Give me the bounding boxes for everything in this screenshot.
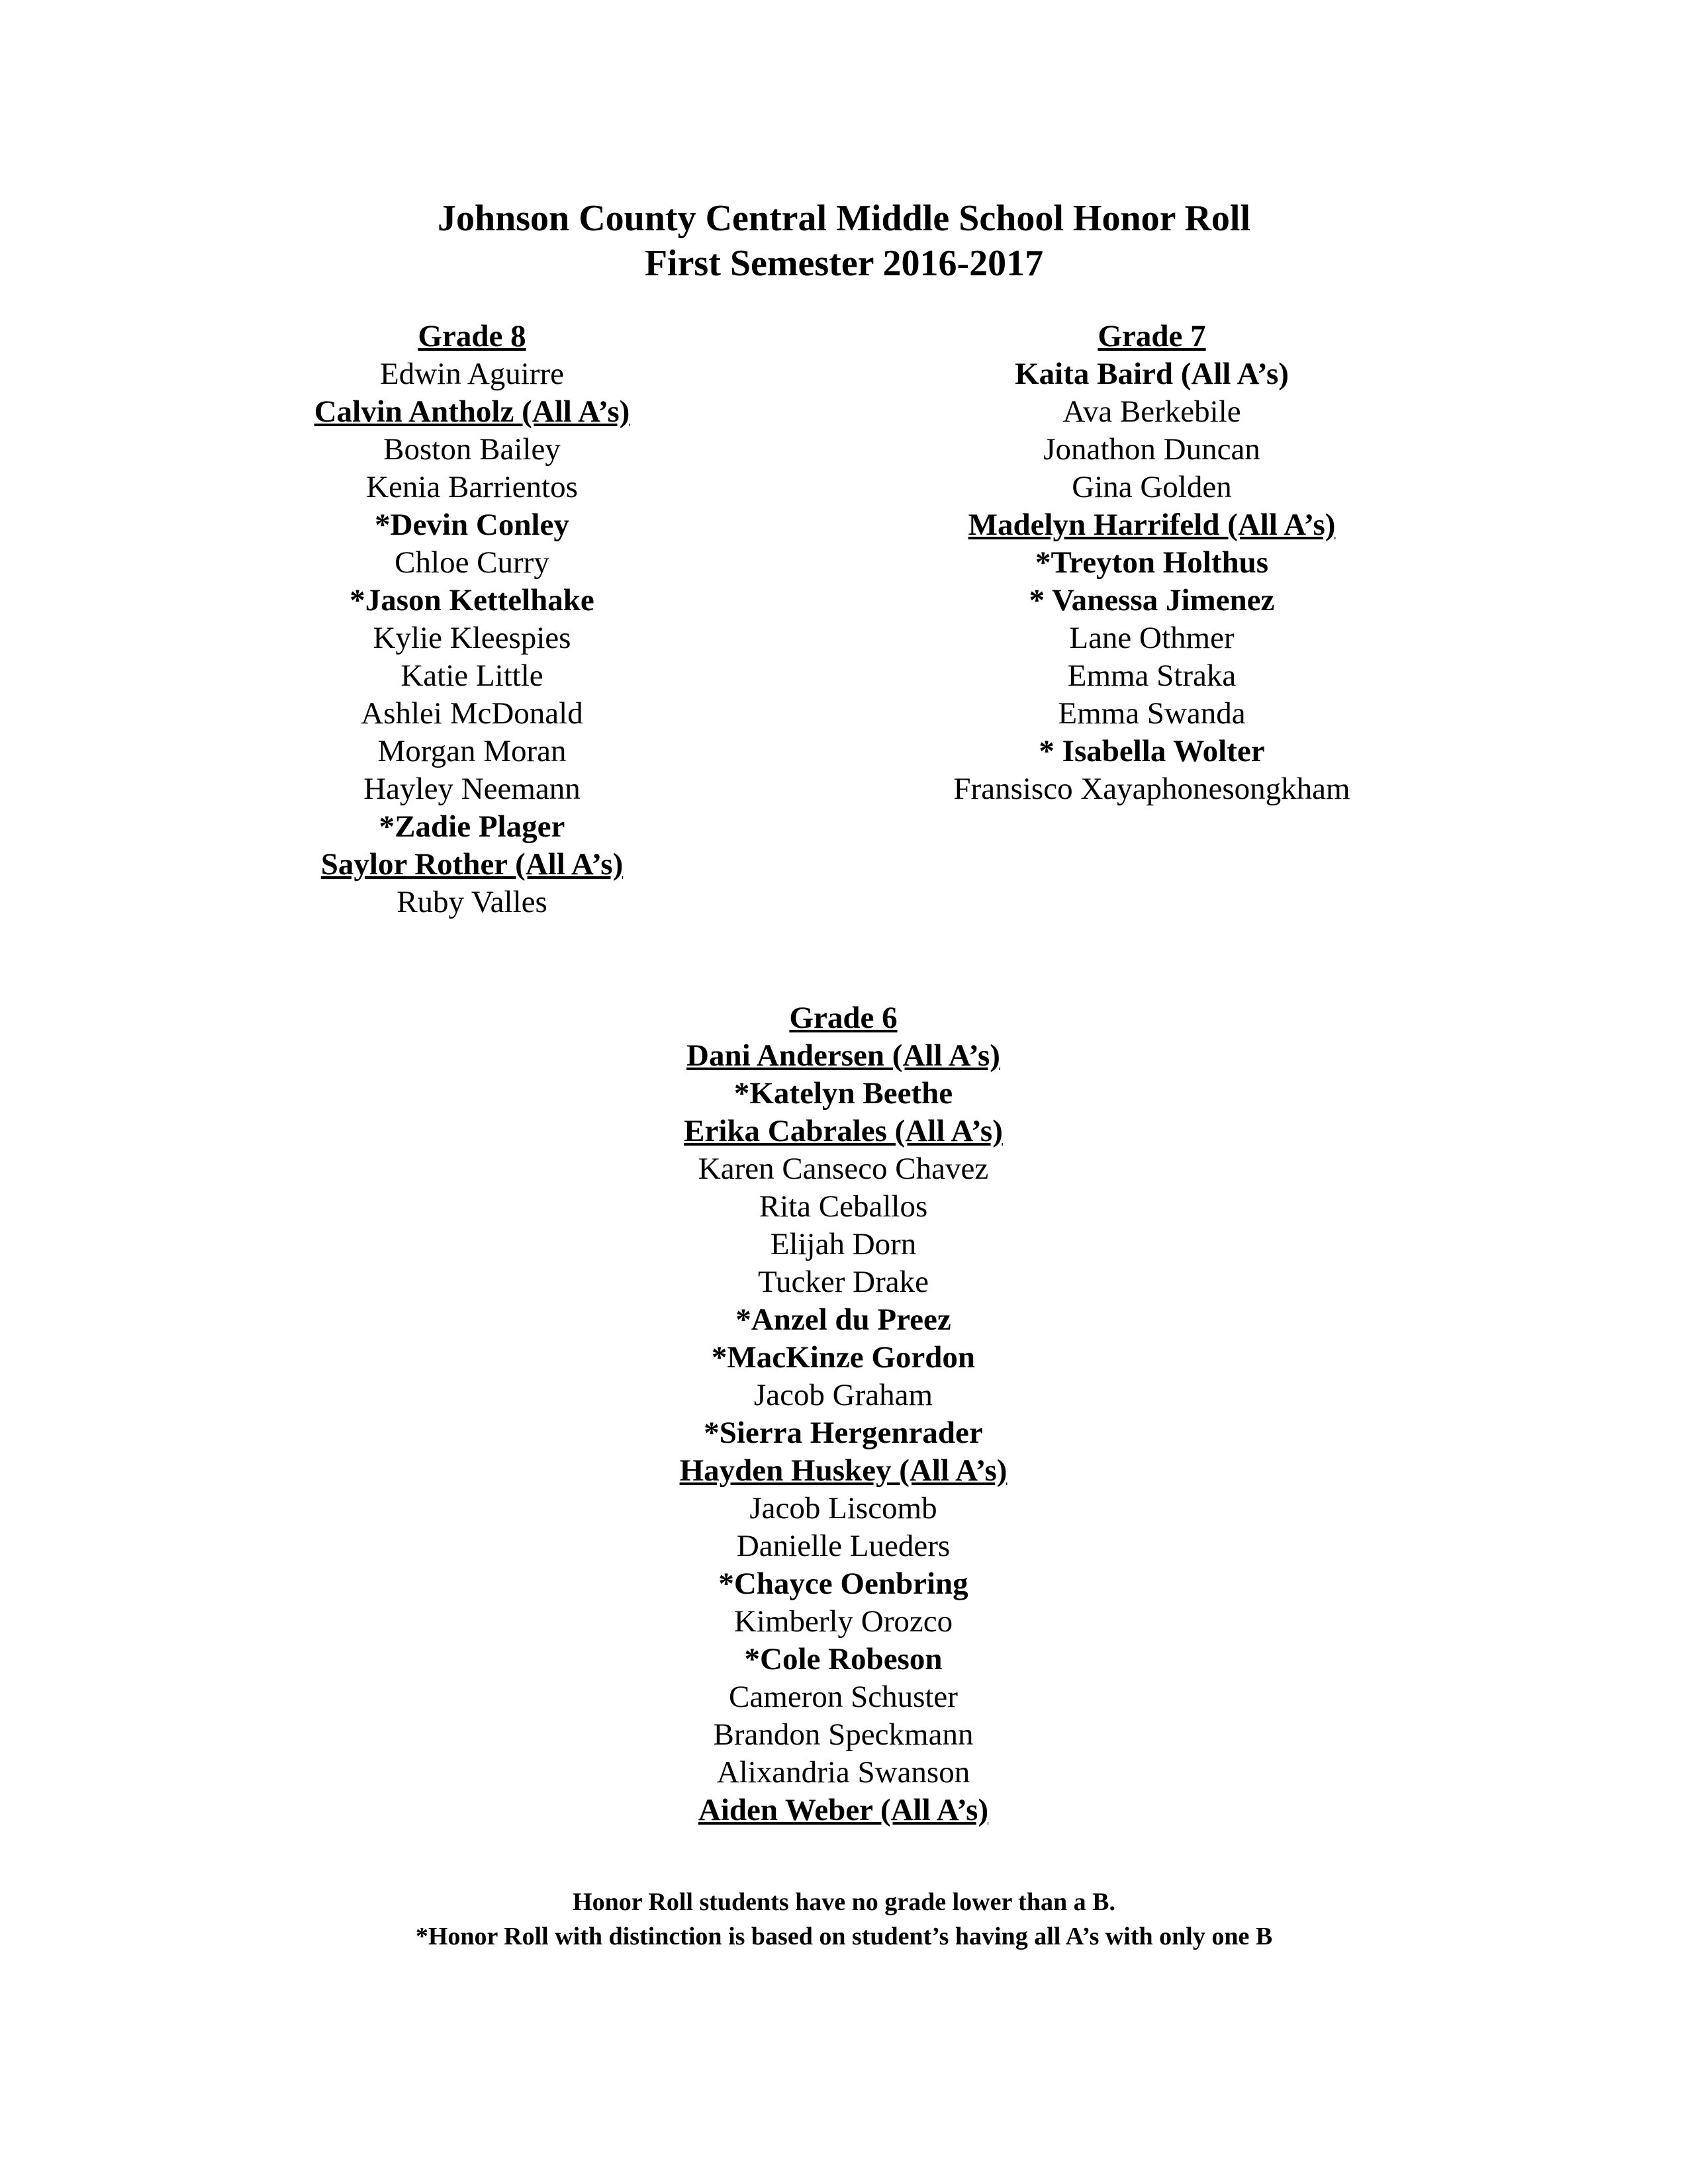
student-name: Gina Golden bbox=[1072, 470, 1232, 504]
grade-6-column bbox=[512, 999, 1174, 1829]
student-name: *Cole Robeson bbox=[744, 1642, 943, 1676]
grade-6-student-list bbox=[512, 1037, 1174, 1829]
student-name: Brandon Speckmann bbox=[713, 1717, 974, 1752]
student-name: Tucker Drake bbox=[758, 1265, 929, 1299]
student-name: Emma Swanda bbox=[1058, 696, 1246, 731]
student-name: *Chayce Oenbring bbox=[718, 1567, 968, 1601]
document-header bbox=[0, 196, 1688, 286]
student-name: Edwin Aguirre bbox=[379, 357, 565, 391]
student-name: Dani Andersen (All A’s) bbox=[686, 1038, 1000, 1073]
student-name: Madelyn Harrifeld (All A’s) bbox=[968, 508, 1336, 542]
student-name: *MacKinze Gordon bbox=[711, 1340, 976, 1375]
student-name: Hayden Huskey (All A’s) bbox=[679, 1453, 1008, 1488]
student-name: Ashlei McDonald bbox=[361, 696, 583, 731]
student-name: Jacob Graham bbox=[753, 1378, 933, 1412]
student-name: Chloe Curry bbox=[395, 545, 549, 580]
grade-7-student-list bbox=[821, 355, 1483, 808]
student-name: Kylie Kleespies bbox=[373, 621, 571, 655]
student-name: Fransisco Xayaphonesongkham bbox=[953, 772, 1350, 806]
student-name: *Anzel du Preez bbox=[735, 1302, 951, 1337]
student-name: * Isabella Wolter bbox=[1039, 734, 1265, 768]
student-name: Erika Cabrales (All A’s) bbox=[684, 1114, 1003, 1148]
grade-7-heading: Grade 7 bbox=[1098, 319, 1206, 353]
student-name: Karen Canseco Chavez bbox=[698, 1152, 989, 1186]
grade-8-column bbox=[141, 318, 803, 921]
student-name: *Katelyn Beethe bbox=[733, 1076, 953, 1111]
student-name: * Vanessa Jimenez bbox=[1029, 583, 1275, 617]
student-name: Alixandria Swanson bbox=[716, 1755, 970, 1790]
student-name: Hayley Neemann bbox=[363, 772, 581, 806]
student-name: *Zadie Plager bbox=[379, 809, 565, 844]
footer-note-distinction: *Honor Roll with distinction is based on student’s having all A’s with only one B bbox=[415, 1923, 1273, 1950]
student-name: Kaita Baird (All A’s) bbox=[1015, 357, 1289, 391]
student-name: Katie Little bbox=[400, 659, 543, 693]
student-name: *Treyton Holthus bbox=[1035, 545, 1269, 580]
student-name: Danielle Lueders bbox=[736, 1529, 951, 1563]
grade-8-student-list bbox=[141, 355, 803, 921]
student-name: Kimberly Orozco bbox=[733, 1604, 953, 1639]
student-name: Saylor Rother (All A’s) bbox=[320, 847, 624, 882]
student-name: Cameron Schuster bbox=[729, 1680, 958, 1714]
grade-8-heading: Grade 8 bbox=[418, 319, 526, 353]
footer-note-honor-roll: Honor Roll students have no grade lower than a B. bbox=[573, 1888, 1115, 1916]
document-title: Johnson County Central Middle School Honor Roll bbox=[437, 198, 1251, 239]
student-name: Jacob Liscomb bbox=[749, 1491, 937, 1525]
student-name: Elijah Dorn bbox=[770, 1227, 917, 1261]
grade-6-heading: Grade 6 bbox=[789, 1001, 898, 1035]
student-name: Jonathon Duncan bbox=[1043, 432, 1260, 467]
footer-notes bbox=[0, 1885, 1688, 1954]
student-name: Emma Straka bbox=[1067, 659, 1237, 693]
grade-7-column bbox=[821, 318, 1483, 808]
document-subtitle: First Semester 2016-2017 bbox=[644, 243, 1044, 284]
student-name: *Devin Conley bbox=[375, 508, 569, 542]
student-name: Kenia Barrientos bbox=[366, 470, 578, 504]
student-name: Calvin Antholz (All A’s) bbox=[314, 394, 630, 429]
student-name: Aiden Weber (All A’s) bbox=[698, 1793, 989, 1827]
student-name: Ava Berkebile bbox=[1062, 394, 1241, 429]
student-name: Ruby Valles bbox=[397, 885, 547, 919]
student-name: Lane Othmer bbox=[1069, 621, 1235, 655]
student-name: Rita Ceballos bbox=[759, 1189, 928, 1224]
student-name: *Jason Kettelhake bbox=[350, 583, 594, 617]
student-name: *Sierra Hergenrader bbox=[704, 1416, 983, 1450]
student-name: Morgan Moran bbox=[377, 734, 567, 768]
student-name: Boston Bailey bbox=[383, 432, 561, 467]
